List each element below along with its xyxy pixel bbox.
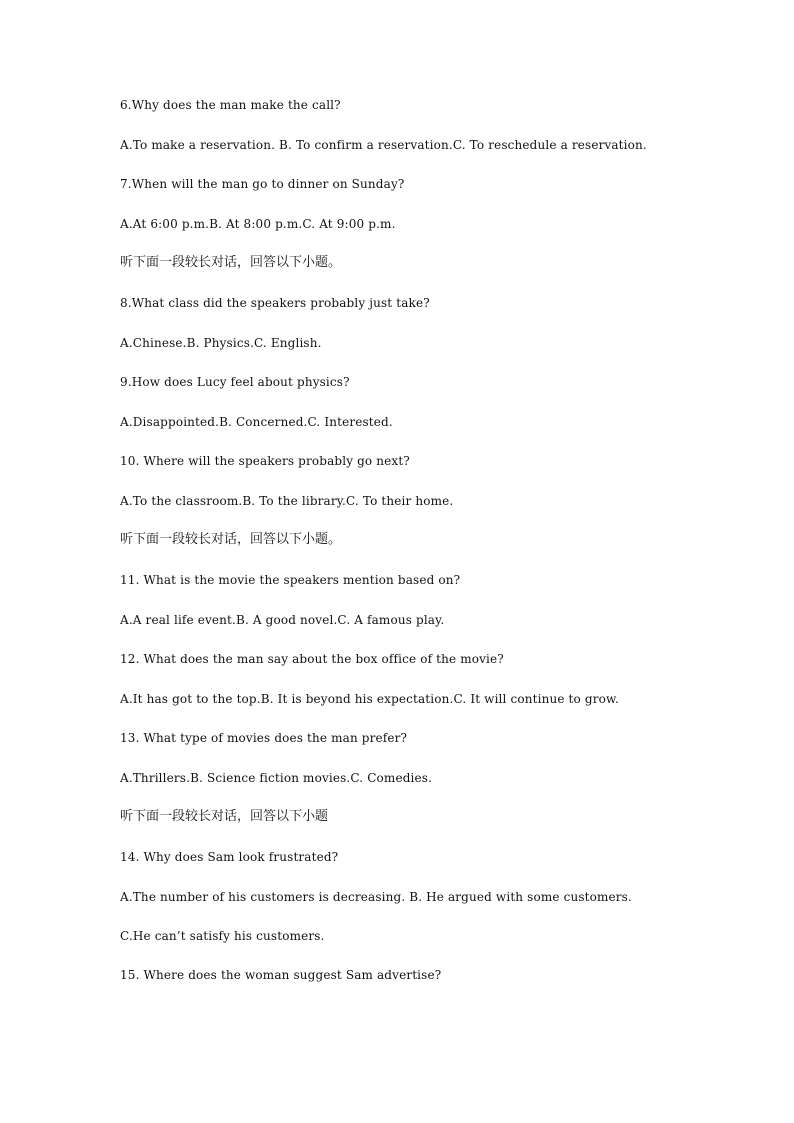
options-12: A.It has got to the top.B. It is beyond his expectation.C. It will continue to grow.	[120, 692, 619, 706]
options-6: A.To make a reservation. B. To confirm a reservation.C. To reschedule a reservation.	[120, 138, 647, 152]
question-10: 10. Where will the speakers probably go next?	[120, 454, 410, 468]
options-13: A.Thrillers.B. Science fiction movies.C. Comedies.	[120, 771, 433, 785]
options-11: A.A real life event.B. A good novel.C. A famous play.	[120, 613, 445, 627]
question-15: 15. Where does the woman suggest Sam advertise?	[120, 968, 442, 982]
question-8: 8.What class did the speakers probably just take?	[120, 296, 430, 310]
question-11: 11. What is the movie the speakers mention based on?	[120, 573, 461, 587]
question-9: 9.How does Lucy feel about physics?	[120, 375, 350, 389]
options-9: A.Disappointed.B. Concerned.C. Interested.	[120, 415, 393, 429]
options-7: A.At 6:00 p.m.B. At 8:00 p.m.C. At 9:00 p.m.	[120, 217, 396, 231]
question-14: 14. Why does Sam look frustrated?	[120, 850, 339, 864]
options-14-c: C.He can’t satisfy his customers.	[120, 929, 325, 943]
question-6: 6.Why does the man make the call?	[120, 98, 341, 112]
question-7: 7.When will the man go to dinner on Sunday?	[120, 177, 405, 191]
section-heading-2: 听下面一段较长对话，回答以下小题。	[120, 532, 342, 547]
section-heading-3: 听下面一段较长对话，回答以下小题	[120, 809, 329, 824]
options-8: A.Chinese.B. Physics.C. English.	[120, 336, 322, 350]
options-10: A.To the classroom.B. To the library.C. To their home.	[120, 494, 454, 508]
section-heading-1: 听下面一段较长对话，回答以下小题。	[120, 255, 342, 270]
options-14-ab: A.The number of his customers is decreasing. B. He argued with some customers.	[120, 890, 632, 904]
question-12: 12. What does the man say about the box office of the movie?	[120, 652, 504, 666]
question-13: 13. What type of movies does the man prefer?	[120, 731, 408, 745]
document-body	[120, 96, 660, 1006]
